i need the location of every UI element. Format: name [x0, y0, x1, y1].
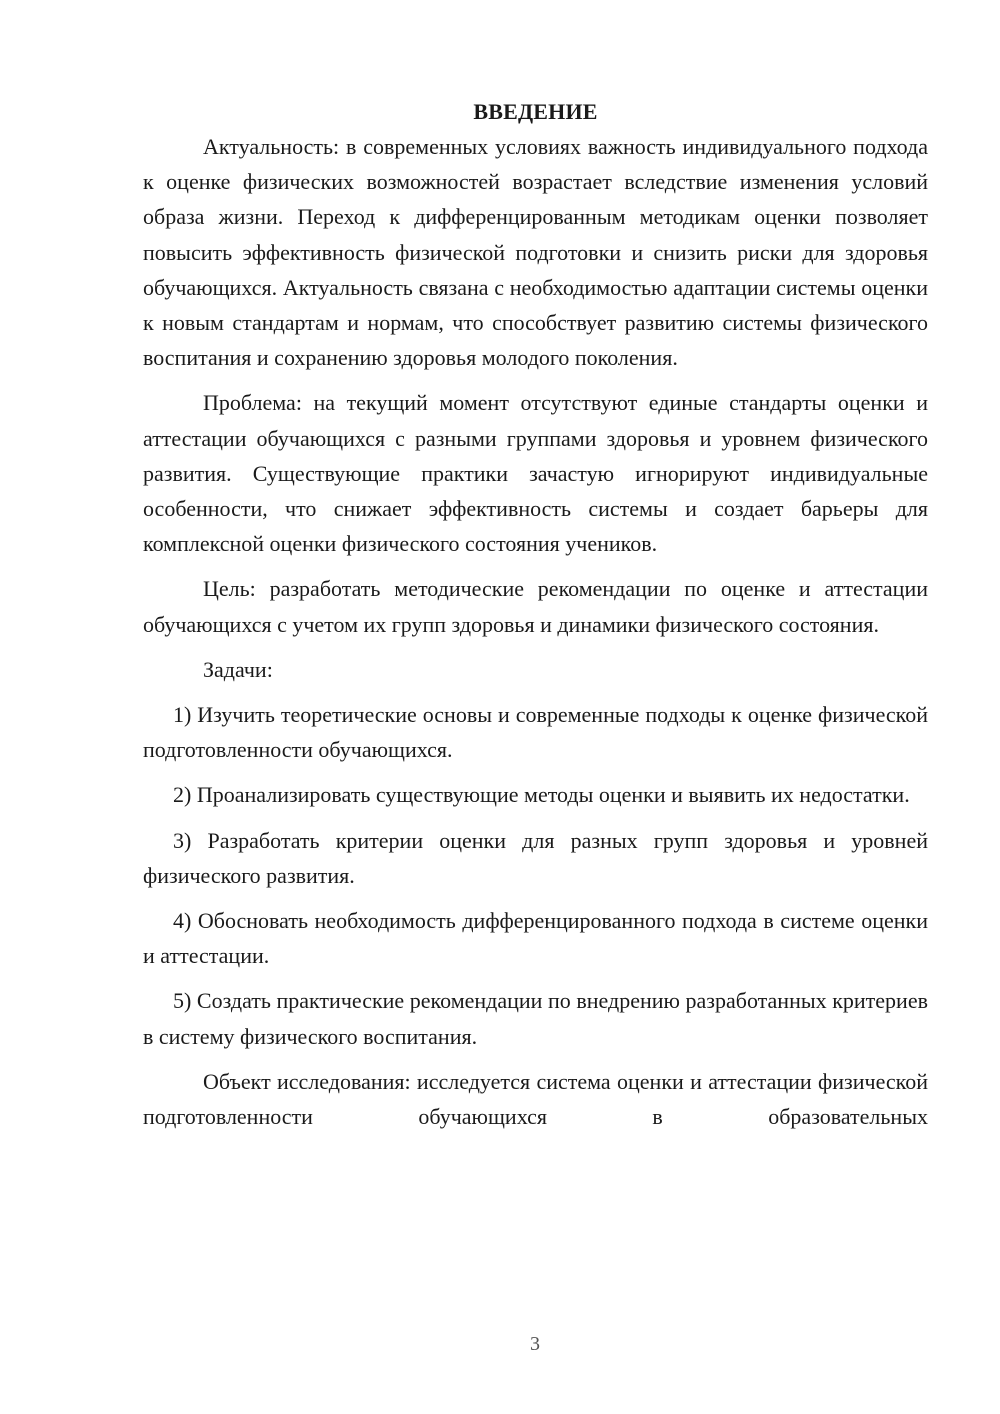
paragraph-object: Объект исследования: исследуется система оценки и аттестации физической подготовленности обучающихся в образовательных — [143, 1068, 928, 1130]
task-item-4: 4) Обосновать необходимость дифференцированного подхода в системе оценки и аттестации. — [143, 908, 928, 969]
paragraph-goal: Цель: разработать методические рекомендации по оценке и аттестации обучающихся с учетом их групп здоровья и динамики физического состояния. — [143, 576, 928, 637]
paragraph-problem: Проблема: на текущий момент отсутствуют единые стандарты оценки и аттестации обучающихся с разными группами здоровья и уровнем физического развития. Существующие практики зачастую игнорируют индивидуальные особенности, что снижает эффективность системы и создает барьеры для комплексной оценки физического состояния учеников. — [143, 390, 928, 557]
task-item-1: 1) Изучить теоретические основы и современные подходы к оценке физической подготовленности обучающихся. — [143, 702, 928, 763]
section-title: ВВЕДЕНИЕ — [473, 99, 598, 124]
paragraph-relevance: Актуальность: в современных условиях важность индивидуального подхода к оценке физических возможностей возрастает вследствие изменения условий образа жизни. Переход к дифференцированным методикам оценки позволяет повысить эффективность физической подготовки и снизить риски для здоровья обучающихся. Актуальность связана с необходимостью адаптации системы оценки к новым стандартам и нормам, что способствует развитию системы физического воспитания и сохранению здоровья молодого поколения. — [143, 134, 928, 371]
task-item-3: 3) Разработать критерии оценки для разных групп здоровья и уровней физического развития. — [143, 827, 928, 888]
task-item-2: 2) Проанализировать существующие методы оценки и выявить их недостатки. — [173, 782, 910, 808]
page-number: 3 — [530, 1333, 540, 1355]
page-content — [143, 94, 928, 1134]
task-item-5: 5) Создать практические рекомендации по внедрению разработанных критериев в систему физического воспитания. — [143, 988, 928, 1049]
tasks-heading: Задачи: — [203, 656, 273, 682]
